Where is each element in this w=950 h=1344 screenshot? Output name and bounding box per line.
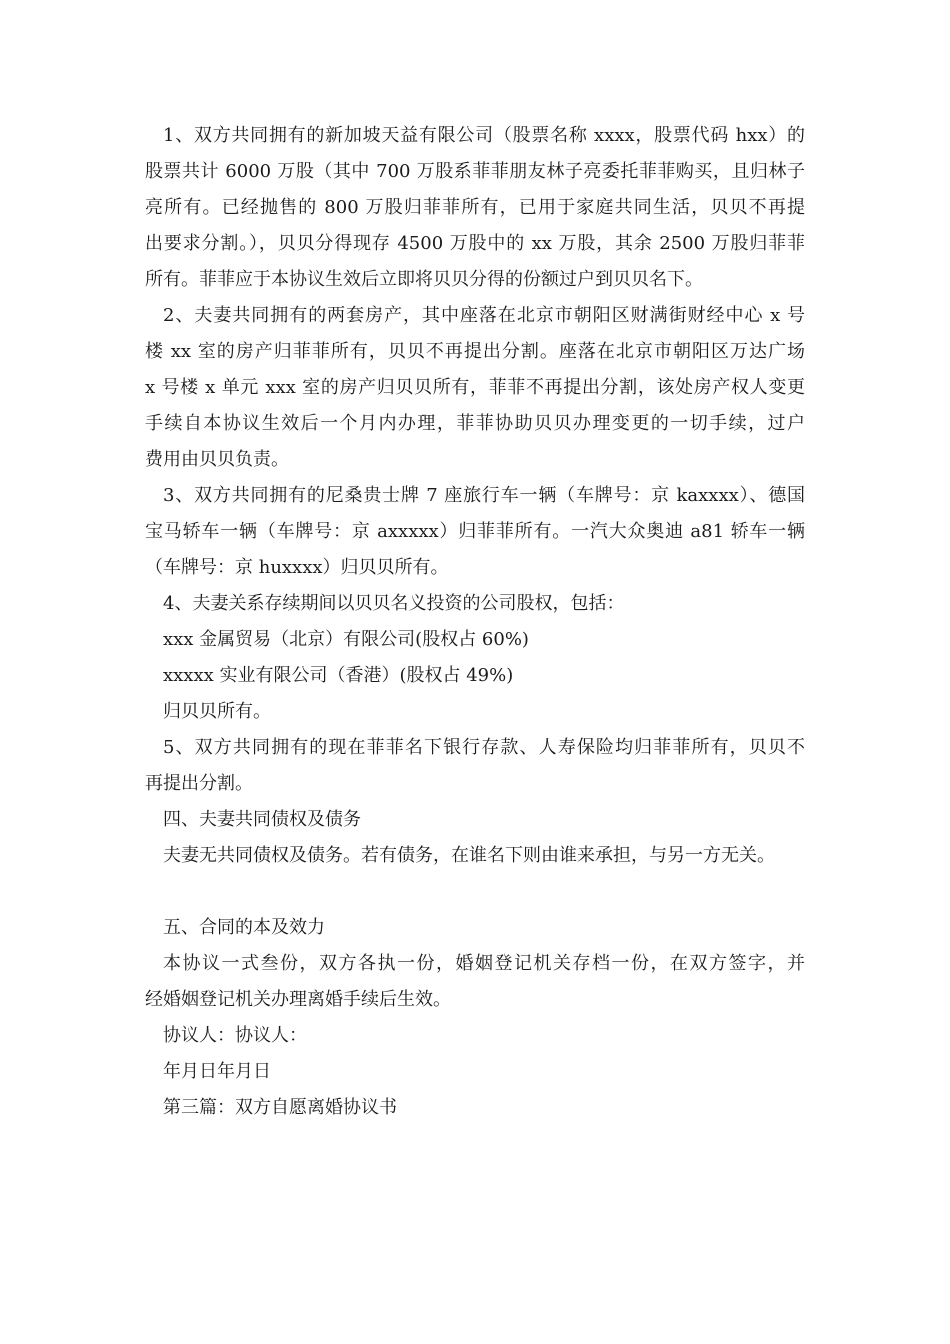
paragraph-2-line-5: 费用由贝贝负责。 (145, 449, 289, 470)
paragraph-3-line-1: 3、双方共同拥有的尼桑贵士牌 7 座旅行车一辆（车牌号：京 kaxxxx）、德国 (163, 485, 805, 506)
section-4-body: 夫妻无共同债权及债务。若有债务，在谁名下则由谁来承担，与另一方无关。 (163, 845, 775, 866)
paragraph-1-line-5: 所有。菲菲应于本协议生效后立即将贝贝分得的份额过户到贝贝名下。 (145, 269, 703, 290)
paragraph-1-line-4: 出要求分割。），贝贝分得现存 4500 万股中的 xx 万股，其余 2500 万股归菲菲 (145, 233, 805, 254)
date-line: 年月日年月日 (163, 1061, 271, 1082)
section-5-body-line-2: 经婚姻登记机关办理离婚手续后生效。 (145, 989, 451, 1010)
next-document-title: 第三篇：双方自愿离婚协议书 (163, 1097, 397, 1118)
paragraph-4: 4、夫妻关系存续期间以贝贝名义投资的公司股权，包括： (163, 593, 625, 614)
paragraph-2-line-3: x 号楼 x 单元 xxx 室的房产归贝贝所有，菲菲不再提出分割，该处房产权人变更 (145, 377, 805, 398)
paragraph-2-line-1: 2、夫妻共同拥有的两套房产，其中座落在北京市朝阳区财满街财经中心 x 号 (163, 305, 805, 326)
paragraph-1-line-2: 股票共计 6000 万股（其中 700 万股系菲菲朋友林子亮委托菲菲购买，且归林子 (145, 161, 805, 182)
paragraph-4-item-2: xxxxx 实业有限公司（香港）(股权占 49%) (163, 665, 514, 686)
paragraph-3-line-3: （车牌号：京 huxxxx）归贝贝所有。 (145, 557, 449, 578)
paragraph-4-conclusion: 归贝贝所有。 (163, 701, 271, 722)
paragraph-5-line-1: 5、双方共同拥有的现在菲菲名下银行存款、人寿保险均归菲菲所有，贝贝不 (163, 737, 805, 758)
paragraph-2-line-4: 手续自本协议生效后一个月内办理，菲菲协助贝贝办理变更的一切手续，过户 (145, 413, 805, 434)
section-5-heading: 五、合同的本及效力 (163, 917, 325, 938)
paragraph-3-line-2: 宝马轿车一辆（车牌号：京 axxxxx）归菲菲所有。一汽大众奥迪 a81 轿车一辆 (145, 521, 805, 542)
section-4-heading: 四、夫妻共同债权及债务 (163, 809, 361, 830)
signature-line: 协议人：协议人： (163, 1025, 307, 1046)
paragraph-5-line-2: 再提出分割。 (145, 773, 253, 794)
paragraph-4-item-1: xxx 金属贸易（北京）有限公司(股权占 60%) (163, 629, 529, 650)
paragraph-1-line-3: 亮所有。已经抛售的 800 万股归菲菲所有，已用于家庭共同生活，贝贝不再提 (145, 197, 805, 218)
paragraph-2-line-2: 楼 xx 室的房产归菲菲所有，贝贝不再提出分割。座落在北京市朝阳区万达广场 (145, 341, 805, 362)
section-5-body-line-1: 本协议一式叁份，双方各执一份，婚姻登记机关存档一份，在双方签字，并 (163, 953, 805, 974)
paragraph-1-line-1: 1、双方共同拥有的新加坡天益有限公司（股票名称 xxxx，股票代码 hxx）的 (163, 125, 805, 146)
